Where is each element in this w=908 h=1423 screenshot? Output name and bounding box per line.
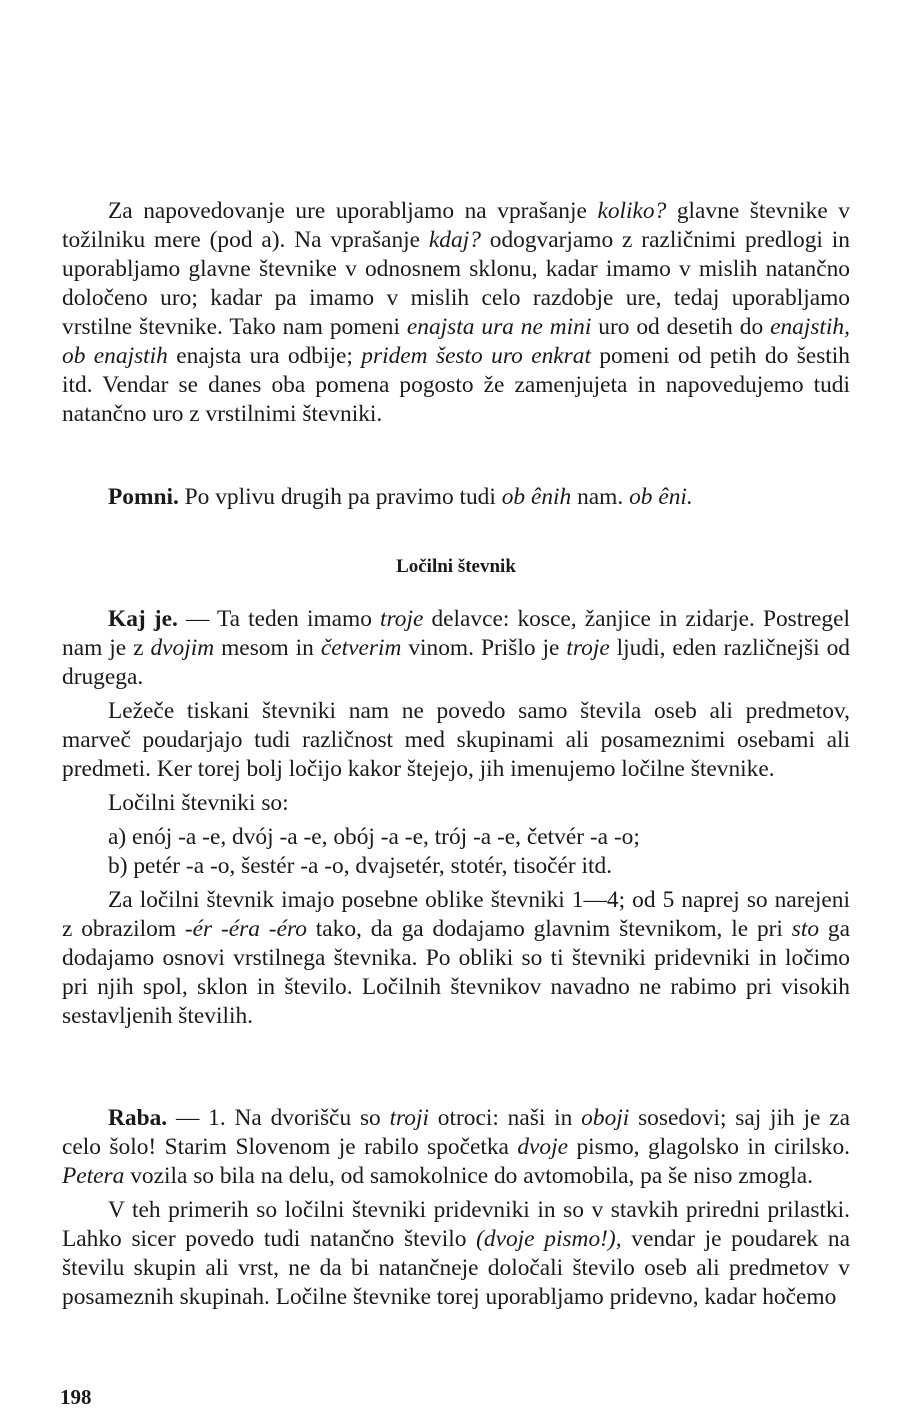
italic-text: oboji	[581, 1105, 630, 1131]
numeral-list	[62, 823, 850, 881]
text-run: Po vplivu drugih pa pravimo tudi	[178, 484, 502, 510]
text-run: pismo, glagolsko in cirilsko.	[568, 1134, 850, 1160]
list-item-a	[62, 823, 850, 852]
text-run: ljudi, eden različnejši od drugega.	[62, 635, 851, 690]
italic-text: kdaj?	[428, 227, 481, 253]
text-run: Ležeče tiskani števniki nam ne povedo samo števila oseb ali predmetov, marveč poudarjajo tudi različnost med skupinami ali posameznimi osebami ali predmeti. Ker torej bolj ločijo kakor štejejo, jih imenujemo ločilne števnike.	[62, 698, 850, 782]
text-run: Ločilni števniki so:	[108, 790, 289, 816]
italic-text: troje	[380, 606, 424, 632]
italic-text: pridem šesto uro enkrat	[361, 343, 591, 369]
text-block-usage	[62, 1104, 850, 1312]
italic-text: četverim	[320, 635, 402, 661]
italic-text: sto	[791, 916, 820, 942]
italic-text: ob êni.	[629, 484, 693, 510]
text-run: sosedovi; saj jih je za celo šolo! Starim Slovenom je rabilo spočetka	[62, 1105, 850, 1160]
bold-text: Kaj je.	[108, 606, 178, 632]
text-run: glavne števnike v tožilniku mere (pod a). Na vprašanje	[62, 198, 850, 253]
text-block-definition	[62, 605, 850, 1031]
paragraph-raba	[62, 1104, 850, 1191]
text-run: uro od desetih do	[591, 314, 771, 340]
paragraph-note-pomni	[62, 483, 850, 512]
text-run: odogvarjamo z različnimi predlogi in uporabljamo glavne števnike v odnosnem sklonu, kadar imamo v mislih natančno določeno uro; kadar pa imamo v mislih celo razdobje ure, tedaj uporabljamo vrstilne števnike. Tako nam pomeni	[62, 227, 850, 340]
paragraph-forms	[62, 886, 850, 1031]
text-run: a) enój -a -e, dvój -a -e, obój -a -e, trój -a -e, četvér -a -o;	[108, 824, 640, 850]
text-run: — Ta teden imamo	[177, 606, 381, 632]
text-run: vinom. Prišlo je	[401, 635, 567, 661]
italic-text: ob ênih	[501, 484, 572, 510]
italic-text: -ér -éra -éro	[184, 916, 307, 942]
paragraph-usage-explanation	[62, 1196, 850, 1312]
text-run: b) petér -a -o, šestér -a -o, dvajsetér, stotér, tisočér itd.	[108, 853, 613, 879]
text-run: pomeni od petih do šestih itd. Vendar se danes oba pomena pogosto že zamenjujeta in napovedujemo tudi natančno uro z vrstilnimi števniki.	[62, 343, 850, 427]
text-run: otroci: naši in	[429, 1105, 582, 1131]
text-run: Za ločilni števnik imajo posebne oblike števniki 1—4; od 5 naprej so narejeni z obrazilom	[62, 887, 850, 942]
bold-text: Raba.	[108, 1105, 168, 1131]
paragraph-clock-time	[62, 197, 850, 429]
text-run: vendar je poudarek na številu skupin ali vrst, ne da bi natančneje določali število oseb ali predmetov v posameznih skupinah. Ločilne števnike torej uporabljamo pridevno, kadar hočemo	[62, 1226, 850, 1310]
italic-text: (dvoje pismo!),	[476, 1226, 622, 1252]
list-item-b	[62, 852, 850, 881]
paragraph-explanation	[62, 697, 850, 784]
paragraph-kaj-je	[62, 605, 850, 692]
italic-text: enajstih, ob enajstih	[62, 314, 850, 369]
italic-text: koliko?	[597, 198, 667, 224]
text-run: ga dodajamo osnovi vrstilnega števnika. Po obliki so ti števniki pridevniki in ločimo pri njih spol, sklon in število. Ločilnih števnikov navadno ne rabimo pri visokih sestavljenih številih.	[62, 916, 850, 1029]
paragraph-list-intro	[62, 789, 850, 818]
bold-text: Pomni.	[108, 484, 179, 510]
section-heading: Ločilni števnik	[396, 556, 516, 577]
text-run: tako, da ga dodajamo glavnim števnikom, le pri	[306, 916, 792, 942]
text-run: mesom in	[214, 635, 321, 661]
page-number: 198	[60, 1385, 92, 1409]
text-run: enajsta ura odbije;	[167, 343, 362, 369]
text-run: vozila so bila na delu, od samokolnice do avtomobila, pa še niso zmogla.	[124, 1163, 813, 1189]
text-run: delavce: kosce, žanjice in zidarje. Postregel nam je z	[62, 606, 851, 661]
text-block-clock-time	[62, 197, 850, 429]
text-run: Za napovedovanje ure uporabljamo na vprašanje	[108, 198, 598, 224]
text-run: nam.	[571, 484, 630, 510]
italic-text: enajsta ura ne mini	[406, 314, 592, 340]
text-block-note	[62, 483, 850, 512]
italic-text: troje	[566, 635, 610, 661]
text-run: V teh primerih so ločilni števniki pridevniki in so v stavkih priredni prilastki. Lahko sicer povedo tudi natančno število	[62, 1197, 850, 1252]
italic-text: troji	[389, 1105, 429, 1131]
text-run: — 1. Na dvorišču so	[167, 1105, 390, 1131]
italic-text: dvoje	[517, 1134, 569, 1160]
italic-text: dvojim	[150, 635, 215, 661]
italic-text: Petera	[62, 1163, 125, 1189]
